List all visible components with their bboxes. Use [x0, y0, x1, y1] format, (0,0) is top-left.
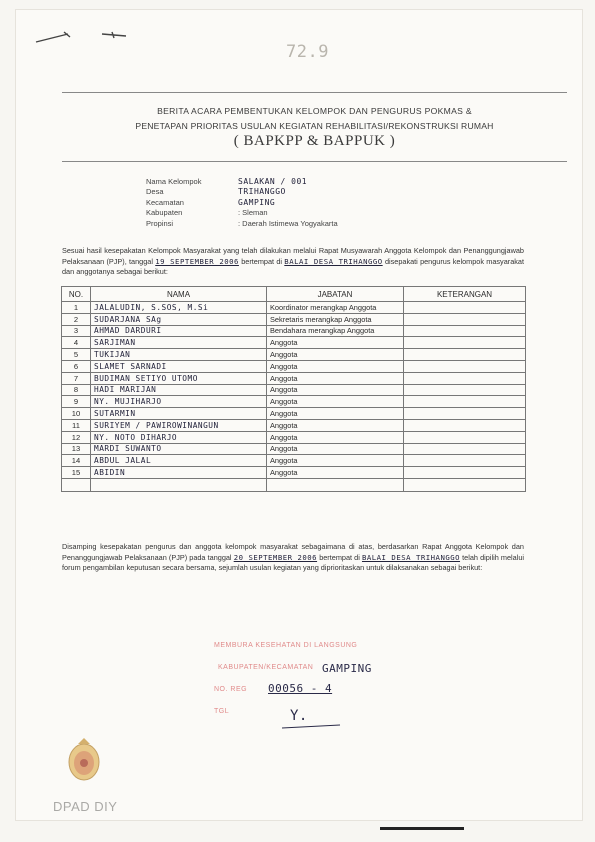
row-remark — [404, 419, 526, 431]
row-name: MARDI SUWANTO — [91, 443, 267, 455]
row-position: Anggota — [267, 443, 404, 455]
header-keterangan: KETERANGAN — [404, 287, 526, 302]
title-line-1: BERITA ACARA PEMBENTUKAN KELOMPOK DAN PENGURUS POKMAS & — [157, 106, 472, 116]
intro-text-1: Sesuai hasil kesepakatan Kelompok Masyarakat yang telah dilakukan melalui Rapat Musyawarah Anggota Kelompok dan Penanggungjawab Pelaksanaan (PJP), tanggal — [62, 246, 524, 266]
row-position: Anggota — [267, 396, 404, 408]
row-remark — [404, 325, 526, 337]
closing-paragraph — [62, 542, 524, 574]
closing-text-1: Disamping kesepakatan pengurus dan anggota kelompok masyarakat sebagaimana di atas, berdasarkan Rapat Anggota Kelompok dan Penanggungjawab Pelaksanaan (PJP) pada tanggal — [62, 542, 524, 562]
row-remark — [404, 372, 526, 384]
bottom-rule — [380, 827, 464, 830]
info-value-village: TRIHANGGO — [238, 187, 286, 197]
row-position: Bendahara merangkap Anggota — [267, 325, 404, 337]
row-position: Anggota — [267, 467, 404, 479]
info-label-regency: Kabupaten — [146, 208, 183, 218]
page-number: 72.9 — [286, 42, 329, 62]
row-position: Koordinator merangkap Anggota — [267, 302, 404, 314]
row-remark — [404, 408, 526, 420]
row-remark — [404, 455, 526, 467]
members-table — [61, 286, 526, 492]
row-remark — [404, 302, 526, 314]
closing-text-3: telah dipilih melalui forum pengambilan keputusan secara bersama, sejumlah usulan kegiatan yang diprioritaskan untuk dilaksanakan sebagai berikut: — [62, 552, 524, 572]
header-nama: NAMA — [91, 287, 267, 302]
row-remark — [404, 313, 526, 325]
table-header-row — [62, 287, 526, 302]
info-label-village: Desa — [146, 187, 164, 197]
title-line-3: ( BAPKPP & BAPPUK ) — [233, 133, 396, 149]
row-number: 10 — [62, 408, 91, 420]
header-no: NO. — [62, 287, 91, 302]
row-number: 14 — [62, 455, 91, 467]
table-row — [62, 302, 526, 314]
empty-cell — [404, 478, 526, 491]
table-row — [62, 408, 526, 420]
info-value-district: GAMPING — [238, 197, 276, 207]
row-position: Anggota — [267, 360, 404, 372]
row-remark — [404, 384, 526, 396]
row-position: Anggota — [267, 455, 404, 467]
row-remark — [404, 349, 526, 361]
row-number: 13 — [62, 443, 91, 455]
row-position: Anggota — [267, 408, 404, 420]
row-number: 12 — [62, 431, 91, 443]
row-number: 4 — [62, 337, 91, 349]
row-name: JALALUDIN, S.SOS, M.Si — [91, 302, 267, 314]
empty-cell — [91, 478, 267, 491]
stamp-line-3: NO. REG — [214, 686, 248, 693]
info-value-regency: : Sleman — [238, 208, 268, 218]
table-row — [62, 349, 526, 361]
row-remark — [404, 396, 526, 408]
group-info — [146, 176, 338, 229]
intro-text-2: bertempat di — [241, 256, 283, 266]
dpad-logo-icon — [66, 736, 102, 786]
row-name: SUTARMIN — [91, 408, 267, 420]
info-value-province: : Daerah Istimewa Yogyakarta — [238, 218, 338, 228]
stamp-line-2: KABUPATEN/KECAMATAN — [218, 664, 314, 671]
table-row — [62, 455, 526, 467]
closing-date: 20 SEPTEMBER 2006 — [233, 552, 318, 562]
row-number: 6 — [62, 360, 91, 372]
row-name: ABIDIN — [91, 467, 267, 479]
row-name: HADI MARIJAN — [91, 384, 267, 396]
table-row — [62, 419, 526, 431]
stamp-reg-number: 00056 - 4 — [268, 682, 333, 695]
intro-date: 19 SEPTEMBER 2006 — [155, 256, 239, 266]
row-name: AHMAD DARDURI — [91, 325, 267, 337]
row-number: 3 — [62, 325, 91, 337]
closing-place: BALAI DESA TRIHANGGO — [361, 552, 461, 562]
row-position: Anggota — [267, 419, 404, 431]
table-row — [62, 384, 526, 396]
row-number: 9 — [62, 396, 91, 408]
intro-paragraph — [62, 246, 524, 278]
table-row — [62, 372, 526, 384]
registration-stamp — [212, 642, 422, 752]
pen-marks — [34, 28, 154, 48]
row-name: SARJIMAN — [91, 337, 267, 349]
row-number: 11 — [62, 419, 91, 431]
row-position: Anggota — [267, 337, 404, 349]
title-box — [62, 92, 567, 162]
table-row — [62, 396, 526, 408]
title-line-2: PENETAPAN PRIORITAS USULAN KEGIATAN REHABILITASI/REKONSTRUKSI RUMAH — [135, 121, 494, 131]
stamp-kecamatan: GAMPING — [322, 662, 372, 675]
row-name: NY. MUJIHARJO — [91, 396, 267, 408]
row-name: SLAMET SARNADI — [91, 360, 267, 372]
table-row — [62, 431, 526, 443]
info-label-province: Propinsi — [146, 218, 174, 228]
row-number: 15 — [62, 467, 91, 479]
stamp-line-4: TGL — [214, 708, 230, 715]
table-body — [62, 302, 526, 492]
empty-cell — [62, 478, 91, 491]
table-row — [62, 360, 526, 372]
row-number: 5 — [62, 349, 91, 361]
row-name: TUKIJAN — [91, 349, 267, 361]
empty-cell — [267, 478, 404, 491]
closing-text-2: bertempat di — [319, 552, 360, 562]
row-remark — [404, 443, 526, 455]
table-row — [62, 325, 526, 337]
table-row — [62, 443, 526, 455]
document-page — [16, 10, 582, 820]
watermark-text: DPAD DIY — [53, 799, 118, 814]
row-number: 1 — [62, 302, 91, 314]
row-remark — [404, 431, 526, 443]
row-number: 7 — [62, 372, 91, 384]
table-row — [62, 467, 526, 479]
intro-text-3: disepakati pengurus kelompok masyarakat dan anggotanya sebagai berikut: — [62, 256, 524, 276]
row-position: Sekretaris merangkap Anggota — [267, 313, 404, 325]
row-name: SUDARJANA SAg — [91, 313, 267, 325]
row-number: 2 — [62, 313, 91, 325]
row-position: Anggota — [267, 384, 404, 396]
stamp-initial: Y. — [290, 708, 308, 724]
info-label-district: Kecamatan — [146, 197, 184, 207]
table-row-empty — [62, 478, 526, 491]
row-name: NY. NOTO DIHARJO — [91, 431, 267, 443]
row-remark — [404, 337, 526, 349]
row-number: 8 — [62, 384, 91, 396]
info-label-group: Nama Kelompok — [146, 176, 202, 186]
stamp-line-1: MEMBURA KESEHATAN DI LANGSUNG — [214, 642, 358, 649]
row-name: BUDIMAN SETIYO UTOMO — [91, 372, 267, 384]
intro-place: BALAI DESA TRIHANGGO — [284, 256, 383, 266]
header-jabatan: JABATAN — [267, 287, 404, 302]
row-position: Anggota — [267, 431, 404, 443]
info-value-group: SALAKAN / 001 — [238, 176, 308, 186]
row-position: Anggota — [267, 372, 404, 384]
row-name: ABDUL JALAL — [91, 455, 267, 467]
row-remark — [404, 467, 526, 479]
table-row — [62, 337, 526, 349]
row-name: SURIYEM / PAWIROWINANGUN — [91, 419, 267, 431]
table-row — [62, 313, 526, 325]
row-position: Anggota — [267, 349, 404, 361]
stamp-signature-line — [282, 722, 342, 732]
row-remark — [404, 360, 526, 372]
